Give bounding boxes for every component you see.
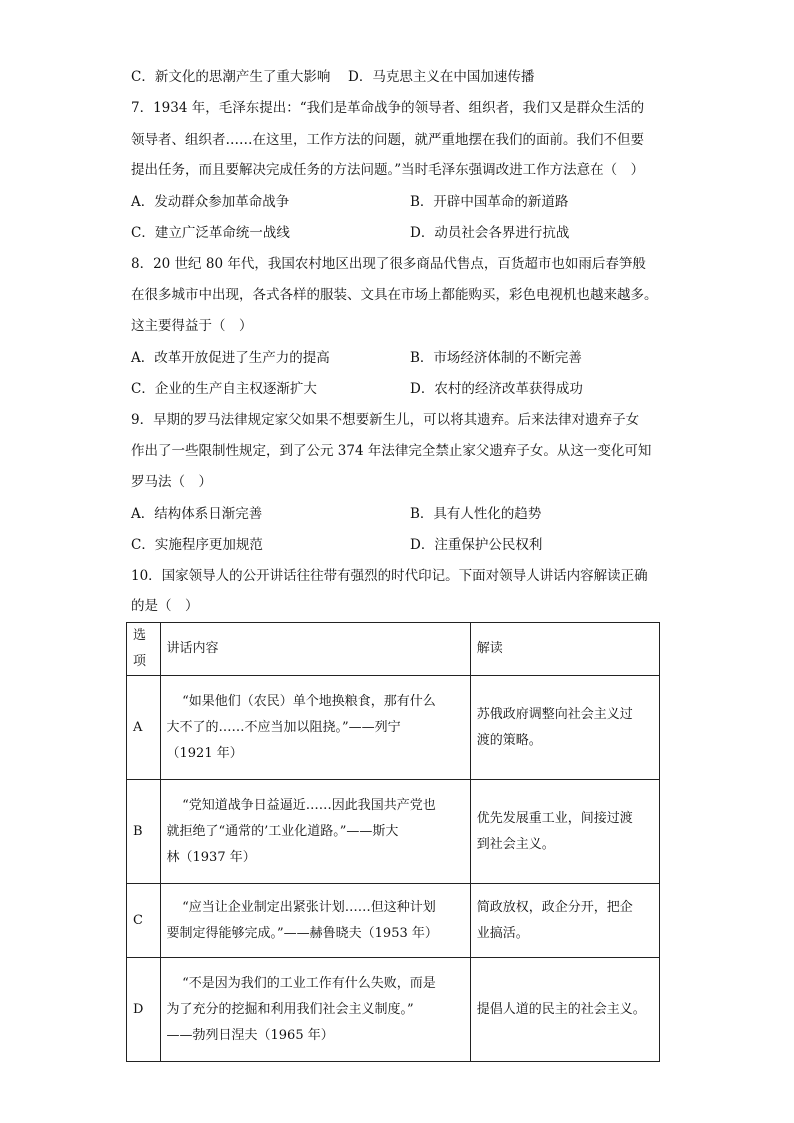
row-a-speech <box>160 676 470 780</box>
row-d-speech-line-2: 为了充分的挖掘和利用我们社会主义制度。” <box>166 1001 414 1017</box>
q9-option-c: C．实施程序更加规范 <box>131 537 263 553</box>
q9-stem-line-2: 作出了一些限制性规定，到了公元 374 年法律完全禁止家父遗弃子女。从这一变化可知 <box>131 443 652 459</box>
row-c-speech-line-1: “应当让企业制定出紧张计划……但这种计划 <box>182 899 436 915</box>
row-d-option: D <box>127 958 161 1062</box>
table-row <box>127 676 660 780</box>
row-b-reading-line-1: 优先发展重工业，间接过渡 <box>476 810 633 826</box>
q9-option-a: A．结构体系日渐完善 <box>131 506 263 522</box>
row-a-speech-line-3: （1921 年） <box>166 745 243 761</box>
row-d-speech-line-3: ——勃列日涅夫（1965 年） <box>166 1027 334 1043</box>
row-b-reading-line-2: 到社会主义。 <box>476 836 555 852</box>
table-row <box>127 884 660 958</box>
q8-stem-line-3: 这主要得益于（ ） <box>131 318 253 334</box>
row-b-speech-line-1: “党知道战争日益逼近……因此我国共产党也 <box>182 797 436 813</box>
row-a-speech-line-1: “如果他们（农民）单个地换粮食，那有什么 <box>182 693 436 709</box>
q10-stem-line-2: 的是（ ） <box>131 598 199 614</box>
q7-option-a: A．发动群众参加革命战争 <box>131 194 290 210</box>
q10-table <box>126 622 660 1062</box>
row-d-speech <box>160 958 470 1062</box>
row-b-speech-line-2: 就拒绝了“通常的’工业化道路。”——斯大 <box>166 823 399 839</box>
row-a-reading <box>470 676 659 780</box>
q7-option-c: C．建立广泛革命统一战线 <box>131 225 290 241</box>
header-option: 选项 <box>127 623 161 676</box>
row-c-option: C <box>127 884 161 958</box>
row-b-speech-line-3: 林（1937 年） <box>166 849 256 865</box>
q9-option-d: D．注重保护公民权利 <box>410 537 543 553</box>
q7-option-b: B．开辟中国革命的新道路 <box>410 194 569 210</box>
q6-option-c: C．新文化的思潮产生了重大影响 <box>131 69 331 85</box>
table-row <box>127 780 660 884</box>
row-b-reading <box>470 780 659 884</box>
q7-stem-line-1: 7．1934 年，毛泽东提出：“我们是革命战争的领导者、组织者，我们又是群众生活的 <box>131 100 645 116</box>
header-reading: 解读 <box>470 623 659 676</box>
q8-option-c: C．企业的生产自主权逐渐扩大 <box>131 381 317 397</box>
row-c-reading-line-2: 业搞活。 <box>476 925 529 941</box>
q8-option-d: D．农村的经济改革获得成功 <box>410 381 583 397</box>
q6-option-d: D．马克思主义在中国加速传播 <box>348 69 535 85</box>
q7-stem-line-3: 提出任务，而且要解决完成任务的方法问题。”当时毛泽东强调改进工作方法意在（ ） <box>131 162 645 178</box>
q10-stem-line-1: 10．国家领导人的公开讲话往往带有强烈的时代印记。下面对领导人讲话内容解读正确 <box>131 568 648 584</box>
q8-stem-line-1: 8．20 世纪 80 年代，我国农村地区出现了很多商品代售点，百货超市也如雨后春笋般 <box>131 256 646 272</box>
q8-option-a: A．改革开放促进了生产力的提高 <box>131 350 330 366</box>
row-a-reading-line-2: 渡的策略。 <box>476 732 542 748</box>
q8-stem-line-2: 在很多城市中出现，各式各样的服装、文具在市场上都能购买，彩色电视机也越来越多。 <box>131 287 658 303</box>
q7-stem-line-2: 领导者、组织者……在这里，工作方法的问题，就严重地摆在我们的面前。我们不但要 <box>131 132 644 148</box>
row-d-reading-line-1: 提倡人道的民主的社会主义。 <box>476 1001 646 1017</box>
row-d-speech-line-1: “不是因为我们的工业工作有什么失败，而是 <box>182 975 436 991</box>
q9-option-b: B．具有人性化的趋势 <box>410 506 542 522</box>
row-c-speech-line-2: 要制定得能够完成。”——赫鲁晓夫（1953 年） <box>166 925 438 941</box>
row-b-speech <box>160 780 470 884</box>
row-d-reading <box>470 958 659 1062</box>
row-a-option: A <box>127 676 161 780</box>
table-row <box>127 958 660 1062</box>
row-c-reading-line-1: 简政放权，政企分开，把企 <box>476 899 633 915</box>
row-c-reading <box>470 884 659 958</box>
q9-stem-line-3: 罗马法（ ） <box>131 474 212 490</box>
row-b-option: B <box>127 780 161 884</box>
q9-stem-line-1: 9．早期的罗马法律规定家父如果不想要新生儿，可以将其遗弃。后来法律对遗弃子女 <box>131 412 640 428</box>
row-a-speech-line-2: 大不了的……不应当加以阻挠。”——列宁 <box>166 719 401 735</box>
table-header-row <box>127 623 660 676</box>
row-c-speech <box>160 884 470 958</box>
header-speech: 讲话内容 <box>160 623 470 676</box>
q8-option-b: B．市场经济体制的不断完善 <box>410 350 582 366</box>
q7-option-d: D．动员社会各界进行抗战 <box>410 225 570 241</box>
row-a-reading-line-1: 苏俄政府调整向社会主义过 <box>476 706 633 722</box>
